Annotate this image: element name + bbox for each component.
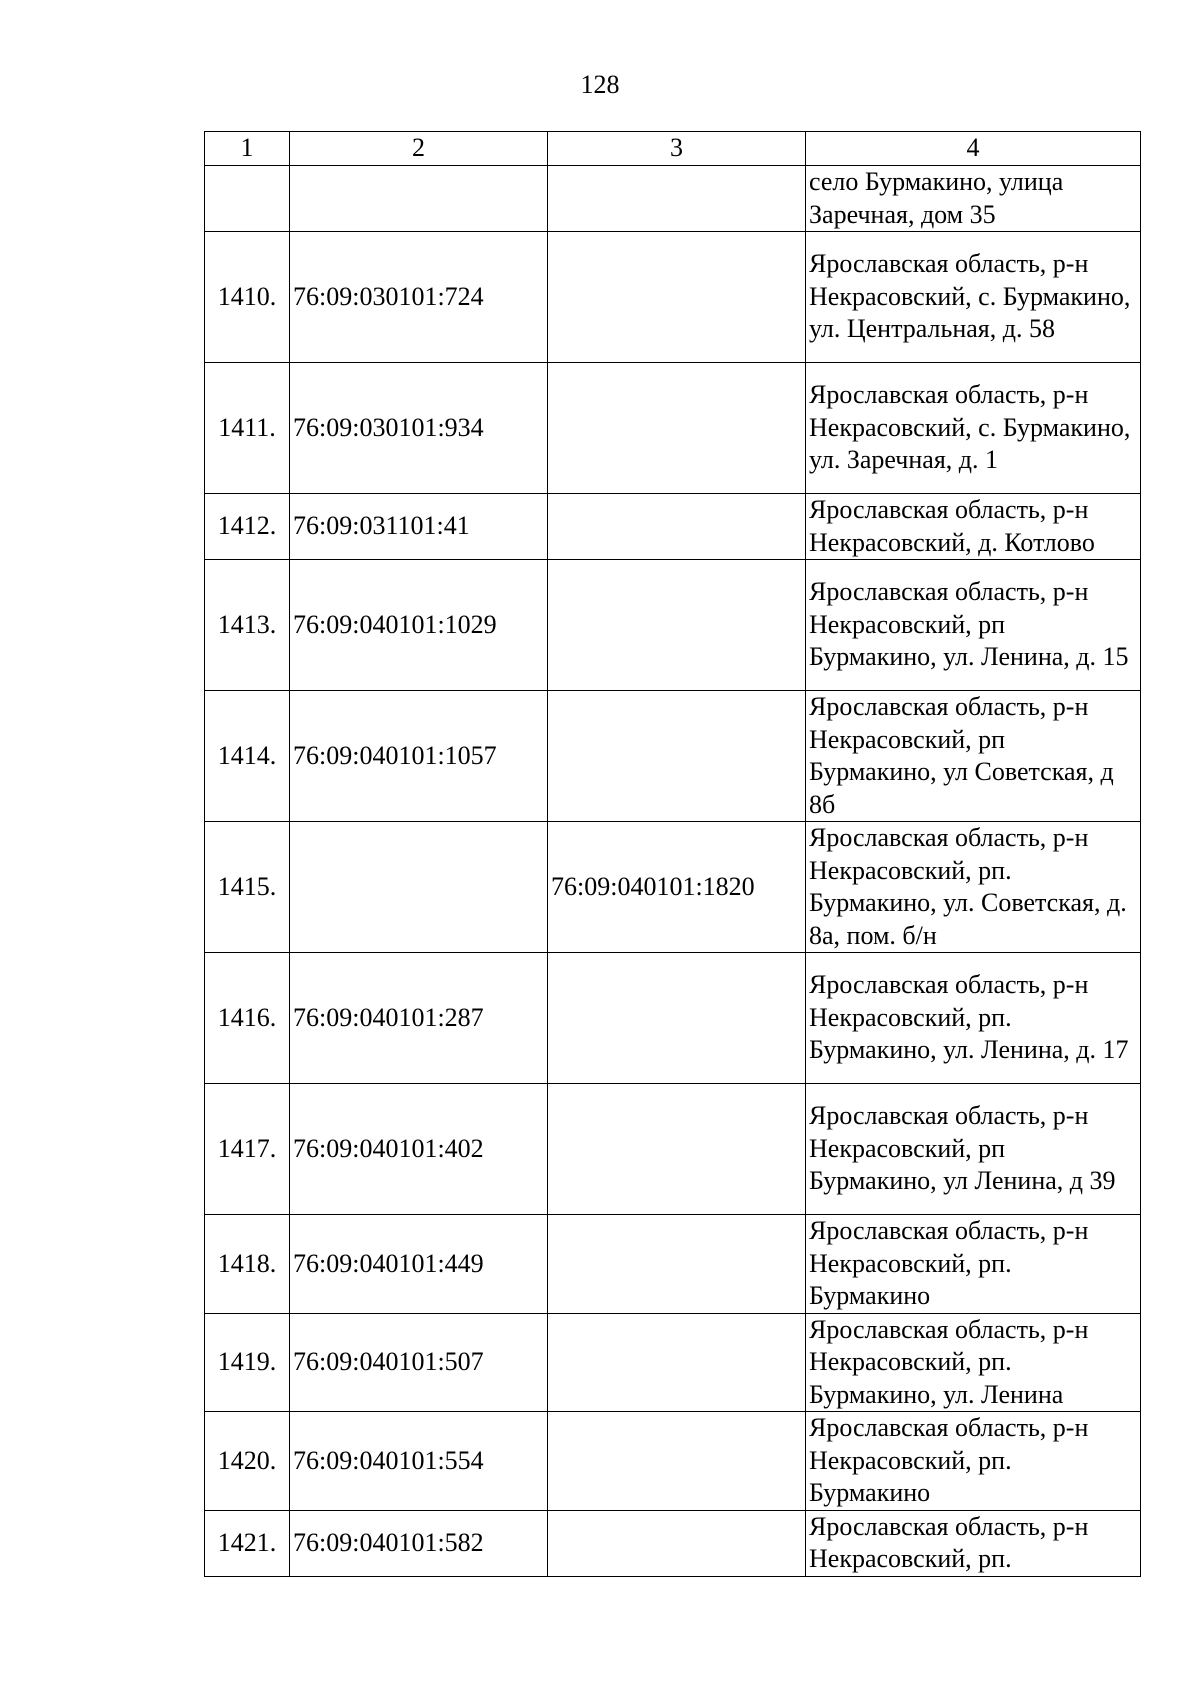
table-row <box>205 1084 1141 1215</box>
address-cell: Ярославская область, р-н Некрасовский, рп Бурмакино, ул Советская, д 8б <box>806 691 1141 822</box>
cadastral-number-alt: 76:09:040101:1820 <box>548 822 806 953</box>
cadastral-number-alt <box>548 232 806 363</box>
cadastral-number-alt <box>548 1510 806 1576</box>
cadastral-number: 76:09:040101:582 <box>290 1510 548 1576</box>
column-header-1: 1 <box>205 132 290 166</box>
address-cell: Ярославская область, р-н Некрасовский, д. Котлово <box>806 494 1141 560</box>
cadastral-number: 76:09:040101:402 <box>290 1084 548 1215</box>
cadastral-number: 76:09:031101:41 <box>290 494 548 560</box>
table-row <box>205 1313 1141 1412</box>
table-row <box>205 363 1141 494</box>
cadastral-number: 76:09:040101:449 <box>290 1215 548 1314</box>
table-row <box>205 166 1141 232</box>
table-row <box>205 1412 1141 1511</box>
cadastral-number: 76:09:040101:1029 <box>290 560 548 691</box>
address-cell: Ярославская область, р-н Некрасовский, рп Бурмакино, ул. Ленина, д. 15 <box>806 560 1141 691</box>
row-number: 1411. <box>205 363 290 494</box>
table-row <box>205 691 1141 822</box>
table-row <box>205 822 1141 953</box>
row-number: 1416. <box>205 953 290 1084</box>
cadastral-number: 76:09:040101:287 <box>290 953 548 1084</box>
table-row <box>205 232 1141 363</box>
row-number: 1417. <box>205 1084 290 1215</box>
row-number: 1421. <box>205 1510 290 1576</box>
cadastral-number-alt <box>548 1215 806 1314</box>
address-cell: Ярославская область, р-н Некрасовский, с. Бурмакино, ул. Центральная, д. 58 <box>806 232 1141 363</box>
cadastral-number: 76:09:030101:724 <box>290 232 548 363</box>
cadastral-number: 76:09:040101:507 <box>290 1313 548 1412</box>
address-cell: Ярославская область, р-н Некрасовский, рп. <box>806 1510 1141 1576</box>
cadastral-number: 76:09:040101:554 <box>290 1412 548 1511</box>
address-cell: Ярославская область, р-н Некрасовский, рп. Бурмакино, ул. Ленина, д. 17 <box>806 953 1141 1084</box>
table-row <box>205 560 1141 691</box>
address-cell: Ярославская область, р-н Некрасовский, рп. Бурмакино, ул. Ленина <box>806 1313 1141 1412</box>
row-number: 1418. <box>205 1215 290 1314</box>
cadastral-number: 76:09:040101:1057 <box>290 691 548 822</box>
cadastral-number-alt <box>548 1084 806 1215</box>
column-header-3: 3 <box>548 132 806 166</box>
address-cell: Ярославская область, р-н Некрасовский, с. Бурмакино, ул. Заречная, д. 1 <box>806 363 1141 494</box>
table-header-row <box>205 132 1141 166</box>
row-number: 1412. <box>205 494 290 560</box>
table-row <box>205 953 1141 1084</box>
column-header-4: 4 <box>806 132 1141 166</box>
page-number: 128 <box>580 70 620 99</box>
table-row <box>205 1215 1141 1314</box>
registry-table <box>204 131 1141 1577</box>
cadastral-number <box>290 822 548 953</box>
row-number <box>205 166 290 232</box>
cadastral-number-alt <box>548 1313 806 1412</box>
row-number: 1415. <box>205 822 290 953</box>
address-cell: село Бурмакино, улица Заречная, дом 35 <box>806 166 1141 232</box>
address-cell: Ярославская область, р-н Некрасовский, рп. Бурмакино <box>806 1412 1141 1511</box>
row-number: 1413. <box>205 560 290 691</box>
row-number: 1419. <box>205 1313 290 1412</box>
cadastral-number-alt <box>548 494 806 560</box>
cadastral-number-alt <box>548 166 806 232</box>
column-header-2: 2 <box>290 132 548 166</box>
row-number: 1414. <box>205 691 290 822</box>
address-cell: Ярославская область, р-н Некрасовский, рп. Бурмакино <box>806 1215 1141 1314</box>
table-row <box>205 494 1141 560</box>
cadastral-number-alt <box>548 1412 806 1511</box>
cadastral-number: 76:09:030101:934 <box>290 363 548 494</box>
cadastral-number-alt <box>548 691 806 822</box>
row-number: 1420. <box>205 1412 290 1511</box>
address-cell: Ярославская область, р-н Некрасовский, рп. Бурмакино, ул. Советская, д. 8а, пом. б/н <box>806 822 1141 953</box>
row-number: 1410. <box>205 232 290 363</box>
cadastral-number <box>290 166 548 232</box>
table-row <box>205 1510 1141 1576</box>
cadastral-number-alt <box>548 953 806 1084</box>
address-cell: Ярославская область, р-н Некрасовский, рп Бурмакино, ул Ленина, д 39 <box>806 1084 1141 1215</box>
cadastral-number-alt <box>548 560 806 691</box>
cadastral-number-alt <box>548 363 806 494</box>
